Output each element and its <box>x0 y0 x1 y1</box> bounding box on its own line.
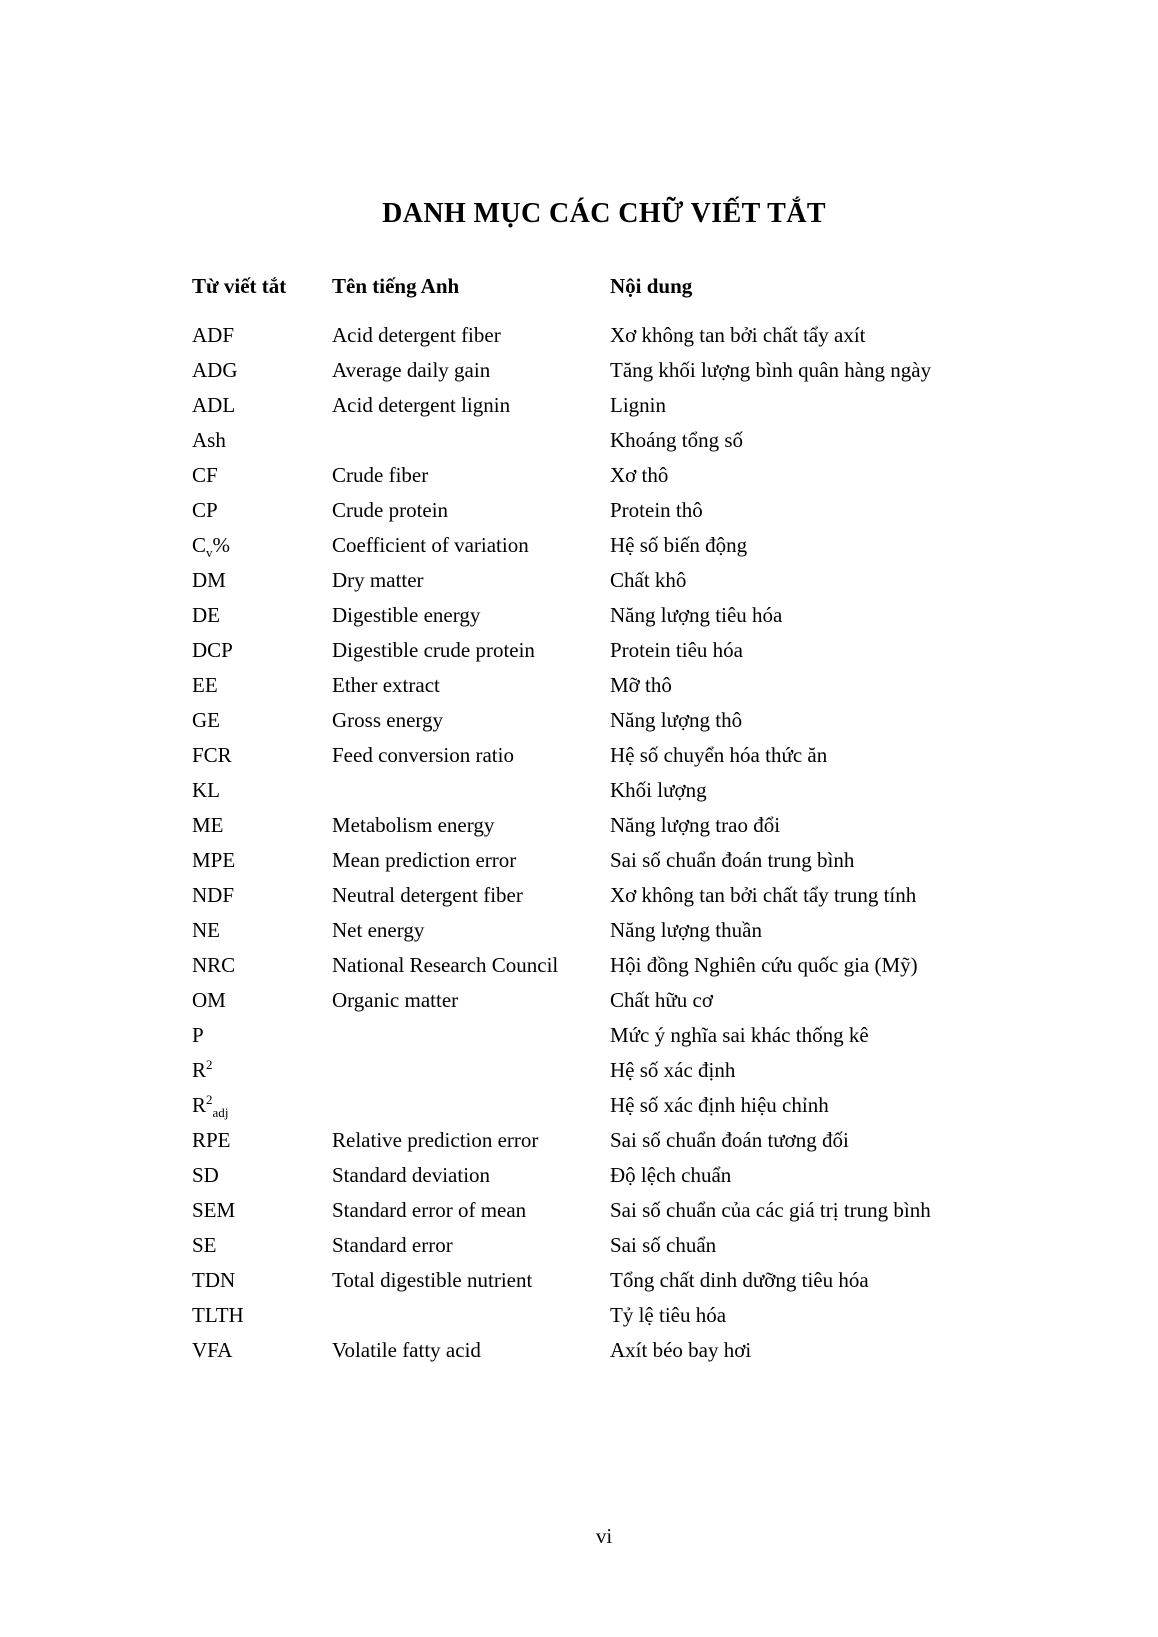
abbreviation-cell: GE <box>192 708 220 732</box>
table-row <box>192 703 1050 738</box>
table-row <box>192 668 1050 703</box>
meaning-cell: Hội đồng Nghiên cứu quốc gia (Mỹ) <box>610 953 918 977</box>
abbreviation-cell: SE <box>192 1233 217 1257</box>
table-row <box>192 1123 1050 1158</box>
english-name-cell: Acid detergent lignin <box>332 393 511 417</box>
meaning-cell: Năng lượng trao đổi <box>610 813 781 837</box>
page-title: DANH MỤC CÁC CHỮ VIẾT TẮT <box>382 198 826 229</box>
meaning-cell: Hệ số biến động <box>610 533 748 557</box>
table-row <box>192 388 1050 423</box>
abbreviation-cell: MPE <box>192 848 236 872</box>
abbreviation-cell: ADL <box>192 393 236 417</box>
meaning-cell: Xơ thô <box>610 463 669 487</box>
abbreviation-cell: EE <box>192 673 218 697</box>
abbreviation-cell: ME <box>192 813 224 837</box>
meaning-cell: Năng lượng thuần <box>610 918 762 942</box>
meaning-cell: Tỷ lệ tiêu hóa <box>610 1303 727 1327</box>
meaning-cell: Protein thô <box>610 498 703 522</box>
english-name-cell: Crude fiber <box>332 463 429 487</box>
abbreviation-cell: ADG <box>192 358 238 382</box>
english-name-cell: Digestible energy <box>332 603 481 627</box>
english-name-cell: Dry matter <box>332 568 424 592</box>
table-row <box>192 1158 1050 1193</box>
english-name-cell: Average daily gain <box>332 358 491 382</box>
table-row <box>192 598 1050 633</box>
english-name-cell <box>332 773 610 808</box>
abbreviation-cell: DE <box>192 603 220 627</box>
abbreviation-cell: $R^2$ <box>192 1057 213 1082</box>
meaning-cell: Xơ không tan bởi chất tẩy axít <box>610 323 866 347</box>
abbreviation-cell: RPE <box>192 1128 231 1152</box>
meaning-cell: Khối lượng <box>610 778 707 802</box>
meaning-cell: Khoáng tổng số <box>610 428 743 452</box>
table-row <box>192 738 1050 773</box>
table-row <box>192 458 1050 493</box>
table-row <box>192 1018 1050 1053</box>
english-name-cell: National Research Council <box>332 953 559 977</box>
meaning-cell: Hệ số xác định <box>610 1058 736 1082</box>
column-header-abbreviation: Từ viết tắt <box>192 274 287 298</box>
meaning-cell: Năng lượng tiêu hóa <box>610 603 783 627</box>
abbreviation-cell: CP <box>192 498 218 522</box>
english-name-cell <box>332 1088 610 1123</box>
table-row <box>192 423 1050 458</box>
english-name-cell: Acid detergent fiber <box>332 323 501 347</box>
meaning-cell: Mức ý nghĩa sai khác thống kê <box>610 1023 869 1047</box>
abbreviation-cell: $C_v\%$ <box>192 533 231 561</box>
meaning-cell: Axít béo bay hơi <box>610 1338 752 1362</box>
table-row <box>192 563 1050 598</box>
table-header-row <box>192 269 1050 304</box>
table-row <box>192 913 1050 948</box>
meaning-cell: Độ lệch chuẩn <box>610 1163 732 1187</box>
abbreviation-cell: CF <box>192 463 218 487</box>
meaning-cell: Hệ số xác định hiệu chỉnh <box>610 1093 829 1117</box>
english-name-cell: Standard deviation <box>332 1163 491 1187</box>
table-row <box>192 353 1050 388</box>
english-name-cell <box>332 1298 610 1333</box>
english-name-cell: Standard error of mean <box>332 1198 527 1222</box>
abbreviations-table-body <box>192 318 1050 1368</box>
table-row <box>192 843 1050 878</box>
meaning-cell: Chất hữu cơ <box>610 988 713 1012</box>
table-row <box>192 1088 1050 1123</box>
table-row <box>192 1298 1050 1333</box>
abbreviation-cell: NDF <box>192 883 235 907</box>
meaning-cell: Protein tiêu hóa <box>610 638 743 662</box>
english-name-cell: Neutral detergent fiber <box>332 883 523 907</box>
table-row <box>192 878 1050 913</box>
meaning-cell: Mỡ thô <box>610 673 672 697</box>
english-name-cell <box>332 1018 610 1053</box>
english-name-cell: Mean prediction error <box>332 848 517 872</box>
abbreviation-cell: KL <box>192 778 220 802</box>
column-header-meaning: Nội dung <box>610 274 693 298</box>
meaning-cell: Sai số chuẩn đoán trung bình <box>610 848 855 872</box>
english-name-cell: Total digestible nutrient <box>332 1268 533 1292</box>
meaning-cell: Chất khô <box>610 568 687 592</box>
english-name-cell: Net energy <box>332 918 425 942</box>
table-row <box>192 318 1050 353</box>
abbreviation-cell: TLTH <box>192 1303 244 1327</box>
column-header-english-name: Tên tiếng Anh <box>332 274 460 298</box>
table-row <box>192 528 1050 563</box>
table-row <box>192 1333 1050 1368</box>
page-number: vi <box>595 1524 613 1548</box>
english-name-cell: Ether extract <box>332 673 440 697</box>
abbreviation-cell: FCR <box>192 743 232 767</box>
abbreviation-cell: Ash <box>192 428 226 452</box>
english-name-cell <box>332 1053 610 1088</box>
meaning-cell: Tổng chất dinh dưỡng tiêu hóa <box>610 1268 869 1292</box>
abbreviation-cell: TDN <box>192 1268 236 1292</box>
table-row <box>192 1193 1050 1228</box>
english-name-cell: Standard error <box>332 1233 453 1257</box>
table-row <box>192 1053 1050 1088</box>
meaning-cell: Xơ không tan bởi chất tẩy trung tính <box>610 883 917 907</box>
english-name-cell: Feed conversion ratio <box>332 743 514 767</box>
abbreviation-cell: NRC <box>192 953 236 977</box>
meaning-cell: Năng lượng thô <box>610 708 743 732</box>
meaning-cell: Sai số chuẩn <box>610 1233 717 1257</box>
abbreviation-cell: ADF <box>192 323 235 347</box>
table-row <box>192 1228 1050 1263</box>
abbreviation-cell: SD <box>192 1163 219 1187</box>
english-name-cell: Crude protein <box>332 498 449 522</box>
table-row <box>192 808 1050 843</box>
english-name-cell: Volatile fatty acid <box>332 1338 481 1362</box>
meaning-cell: Lignin <box>610 393 666 417</box>
abbreviation-cell: P <box>192 1023 204 1047</box>
table-row <box>192 983 1050 1018</box>
table-row <box>192 633 1050 668</box>
english-name-cell: Relative prediction error <box>332 1128 539 1152</box>
english-name-cell <box>332 423 610 458</box>
meaning-cell: Sai số chuẩn của các giá trị trung bình <box>610 1198 931 1222</box>
table-row <box>192 1263 1050 1298</box>
table-row <box>192 948 1050 983</box>
english-name-cell: Gross energy <box>332 708 444 732</box>
abbreviation-cell: VFA <box>192 1338 233 1362</box>
english-name-cell: Coefficient of variation <box>332 533 529 557</box>
abbreviation-cell: SEM <box>192 1198 236 1222</box>
english-name-cell: Digestible crude protein <box>332 638 535 662</box>
abbreviation-cell: NE <box>192 918 220 942</box>
abbreviation-cell: OM <box>192 988 226 1012</box>
table-row <box>192 493 1050 528</box>
meaning-cell: Sai số chuẩn đoán tương đối <box>610 1128 849 1152</box>
table-row <box>192 773 1050 808</box>
abbreviation-cell: DCP <box>192 638 233 662</box>
meaning-cell: Tăng khối lượng bình quân hàng ngày <box>610 358 932 382</box>
abbreviation-cell: DM <box>192 568 226 592</box>
meaning-cell: Hệ số chuyển hóa thức ăn <box>610 743 828 767</box>
english-name-cell: Organic matter <box>332 988 459 1012</box>
english-name-cell: Metabolism energy <box>332 813 495 837</box>
abbreviation-cell: $R^2_{adj}$ <box>192 1092 229 1121</box>
